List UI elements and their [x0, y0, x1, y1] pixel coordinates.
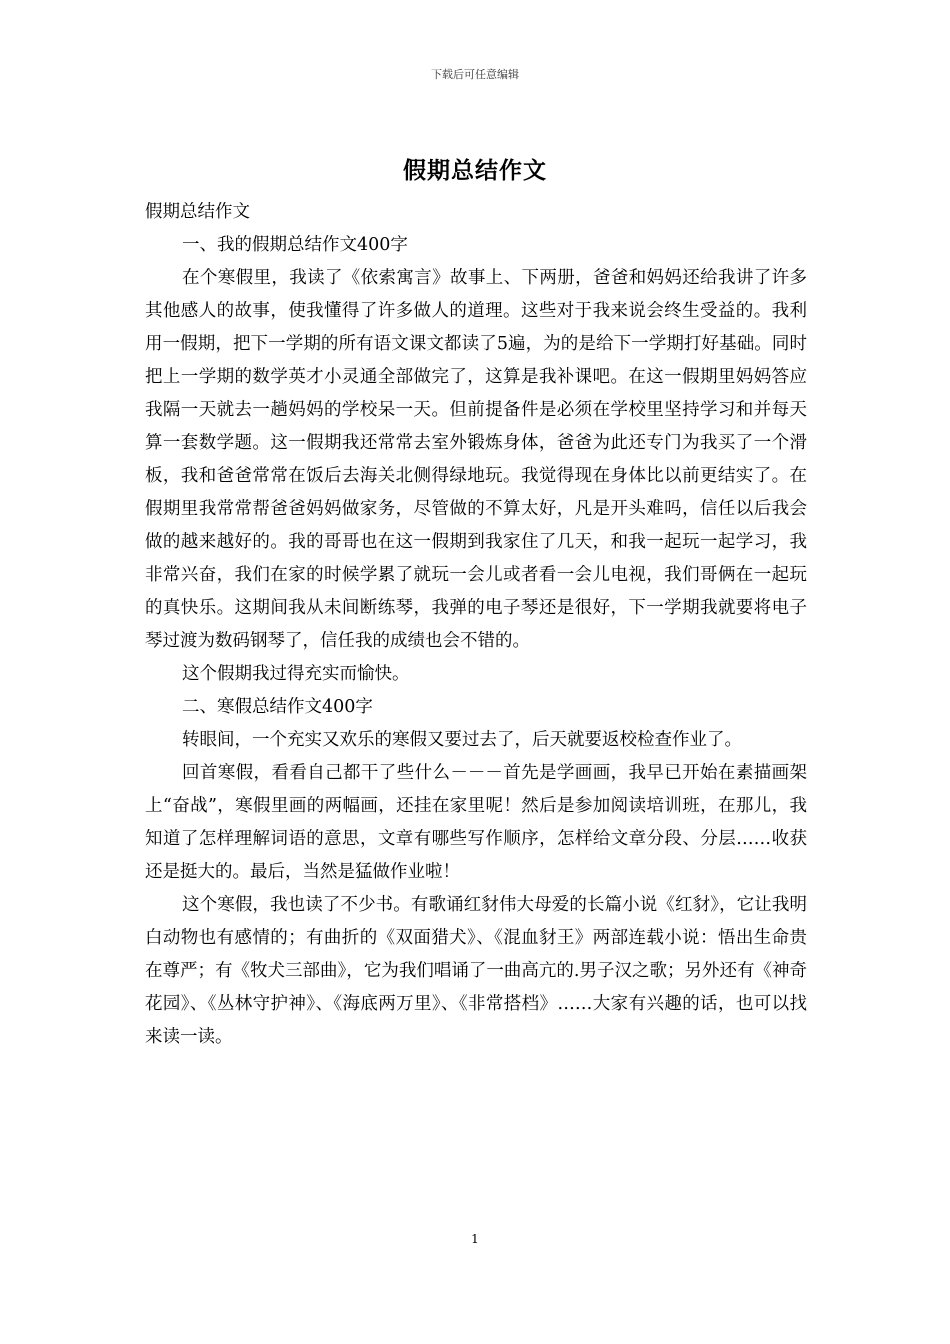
page-number: 1: [471, 1232, 479, 1246]
body-paragraph: 这个假期我过得充实而愉快。: [182, 664, 410, 684]
document-title: 假期总结作文: [403, 158, 547, 184]
document-body: [145, 196, 807, 1054]
section-heading-1: 一、我的假期总结作文400字: [182, 235, 408, 255]
subtitle-paragraph: 假期总结作文: [145, 202, 250, 222]
body-paragraph: 转眼间，一个充实又欢乐的寒假又要过去了，后天就要返校检查作业了。: [182, 730, 742, 750]
body-paragraph: 在个寒假里，我读了《依索寓言》故事上、下两册，爸爸和妈妈还给我讲了许多其他感人的故事，使我懂得了许多做人的道理。这些对于我来说会终生受益的。我利用一假期，把下一学期的所有语文课文都读了5遍，为的是给下一学期打好基础。同时把上一学期的数学英才小灵通全部做完了，这算是我补课吧。在这一假期里妈妈答应我隔一天就去一趟妈妈的学校呆一天。但前提备件是必须在学校里坚持学习和并每天算一套数学题。这一假期我还常常去室外锻炼身体，爸爸为此还专门为我买了一个滑板，我和爸爸常常在饭后去海关北侧得绿地玩。我觉得现在身体比以前更结实了。在假期里我常常帮爸爸妈妈做家务，尽管做的不算太好，凡是开头难吗，信任以后我会做的越来越好的。我的哥哥也在这一假期到我家住了几天，和我一起玩一起学习，我非常兴奋，我们在家的时候学累了就玩一会儿或者看一会儿电视，我们哥俩在一起玩的真快乐。这期间我从未间断练琴，我弹的电子琴还是很好，下一学期我就要将电子琴过渡为数码钢琴了，信任我的成绩也会不错的。: [145, 268, 807, 651]
section-heading-2: 二、寒假总结作文400字: [182, 697, 373, 717]
body-paragraph: 这个寒假，我也读了不少书。有歌诵红豺伟大母爱的长篇小说《红豺》，它让我明白动物也有感情的；有曲折的《双面猎犬》、《混血豺王》两部连载小说：悟出生命贵在尊严；有《牧犬三部曲》，它为我们唱诵了一曲高亢的.男子汉之歌；另外还有《神奇花园》、《丛林守护神》、《海底两万里》、《非常搭档》……大家有兴趣的话，也可以找来读一读。: [145, 895, 807, 1047]
page-header-note: 下载后可任意编辑: [431, 68, 519, 81]
body-paragraph: 回首寒假，看看自己都干了些什么－－－首先是学画画，我早已开始在素描画架上“奋战”，寒假里画的两幅画，还挂在家里呢！然后是参加阅读培训班，在那儿，我知道了怎样理解词语的意思，文章有哪些写作顺序，怎样给文章分段、分层……收获还是挺大的。最后，当然是猛做作业啦！: [145, 763, 807, 882]
